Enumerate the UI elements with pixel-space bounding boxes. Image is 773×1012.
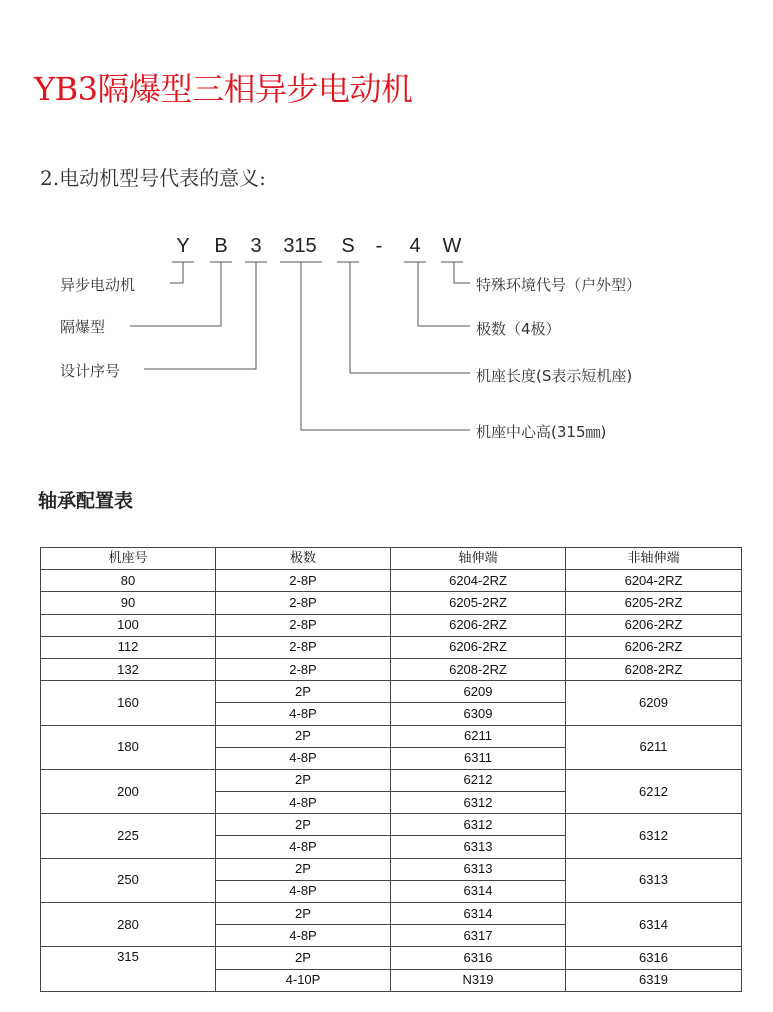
cell-shaft: 6206-2RZ (391, 614, 566, 636)
cell-shaft: 6211 (391, 725, 566, 747)
cell-poles: 4-8P (216, 747, 391, 769)
cell-shaft: 6317 (391, 925, 566, 947)
cell-shaft: 6209 (391, 681, 566, 703)
cell-shaft: 6314 (391, 880, 566, 902)
cell-poles: 4-8P (216, 792, 391, 814)
table-row (41, 947, 742, 969)
cell-shaft: 6212 (391, 769, 566, 791)
code-char-315: 315 (283, 235, 317, 257)
table-row (41, 570, 742, 592)
code-char-y: Y (176, 235, 190, 257)
label-flameproof: 隔爆型 (60, 318, 106, 336)
cell-non-shaft: 6316 (566, 947, 742, 969)
label-frame-length: 机座长度(S表示短机座) (476, 367, 633, 385)
cell-poles: 4-8P (216, 925, 391, 947)
model-code-diagram (0, 225, 773, 450)
cell-shaft: 6205-2RZ (391, 592, 566, 614)
cell-poles: 2-8P (216, 570, 391, 592)
label-async-motor: 异步电动机 (60, 276, 136, 294)
cell-poles: 4-8P (216, 880, 391, 902)
cell-poles: 4-8P (216, 836, 391, 858)
cell-shaft: 6311 (391, 747, 566, 769)
cell-frame: 250 (41, 858, 216, 902)
cell-shaft: 6313 (391, 836, 566, 858)
table-row (41, 636, 742, 658)
cell-frame: 132 (41, 658, 216, 680)
cell-shaft: 6312 (391, 792, 566, 814)
label-poles: 极数（4极） (476, 320, 561, 338)
cell-frame: 112 (41, 636, 216, 658)
cell-non-shaft: 6208-2RZ (566, 658, 742, 680)
model-meaning-heading: 2.电动机型号代表的意义: (40, 166, 266, 190)
cell-poles: 2P (216, 947, 391, 969)
cell-shaft: 6316 (391, 947, 566, 969)
cell-poles: 4-8P (216, 703, 391, 725)
cell-frame: 180 (41, 725, 216, 769)
cell-shaft: 6204-2RZ (391, 570, 566, 592)
cell-poles: 2P (216, 814, 391, 836)
table-row (41, 814, 742, 836)
code-char-b: B (214, 235, 228, 257)
cell-poles: 2-8P (216, 636, 391, 658)
header-non-shaft-end: 非轴伸端 (566, 548, 742, 570)
table-header-row (41, 548, 742, 570)
label-design-serial: 设计序号 (60, 362, 121, 380)
label-special-env: 特殊环境代号（户外型） (476, 276, 642, 294)
cell-poles: 2-8P (216, 658, 391, 680)
code-char-w: W (442, 235, 462, 257)
cell-shaft: 6313 (391, 858, 566, 880)
diagram-connector-lines (0, 225, 773, 450)
cell-poles: 2P (216, 858, 391, 880)
cell-frame: 160 (41, 681, 216, 725)
code-char-4: 4 (409, 235, 421, 257)
cell-frame: 200 (41, 769, 216, 813)
cell-non-shaft: 6206-2RZ (566, 614, 742, 636)
page-title: YB3隔爆型三相异步电动机 (34, 70, 413, 108)
cell-poles: 2-8P (216, 614, 391, 636)
cell-non-shaft: 6312 (566, 814, 742, 858)
table-row (41, 903, 742, 925)
cell-frame: 80 (41, 570, 216, 592)
cell-frame: 225 (41, 814, 216, 858)
cell-poles: 2P (216, 903, 391, 925)
cell-non-shaft: 6319 (566, 969, 742, 991)
cell-non-shaft: 6212 (566, 769, 742, 813)
label-center-height: 机座中心高(315㎜) (476, 423, 607, 441)
cell-shaft: 6314 (391, 903, 566, 925)
cell-frame: 90 (41, 592, 216, 614)
cell-frame: 100 (41, 614, 216, 636)
cell-non-shaft: 6204-2RZ (566, 570, 742, 592)
header-poles: 极数 (216, 548, 391, 570)
bearing-table (40, 547, 742, 992)
cell-non-shaft: 6211 (566, 725, 742, 769)
cell-shaft: 6206-2RZ (391, 636, 566, 658)
cell-non-shaft: 6206-2RZ (566, 636, 742, 658)
cell-non-shaft: 6314 (566, 903, 742, 947)
cell-frame: 280 (41, 903, 216, 947)
cell-shaft: 6309 (391, 703, 566, 725)
table-row (41, 614, 742, 636)
cell-non-shaft: 6205-2RZ (566, 592, 742, 614)
cell-shaft: N319 (391, 969, 566, 991)
cell-poles: 2P (216, 681, 391, 703)
cell-non-shaft: 6313 (566, 858, 742, 902)
header-frame: 机座号 (41, 548, 216, 570)
cell-shaft: 6312 (391, 814, 566, 836)
code-char-s: S (341, 235, 355, 257)
cell-poles: 2-8P (216, 592, 391, 614)
table-row (41, 592, 742, 614)
table-row (41, 681, 742, 703)
table-row (41, 858, 742, 880)
table-row (41, 769, 742, 791)
cell-poles: 2P (216, 725, 391, 747)
cell-poles: 4-10P (216, 969, 391, 991)
table-row (41, 725, 742, 747)
cell-frame: 315 (41, 947, 216, 991)
code-char-dash: - (375, 235, 383, 257)
cell-shaft: 6208-2RZ (391, 658, 566, 680)
cell-non-shaft: 6209 (566, 681, 742, 725)
table-row (41, 658, 742, 680)
bearing-table-heading: 轴承配置表 (38, 490, 134, 512)
code-char-3: 3 (250, 235, 262, 257)
cell-poles: 2P (216, 769, 391, 791)
header-shaft-end: 轴伸端 (391, 548, 566, 570)
